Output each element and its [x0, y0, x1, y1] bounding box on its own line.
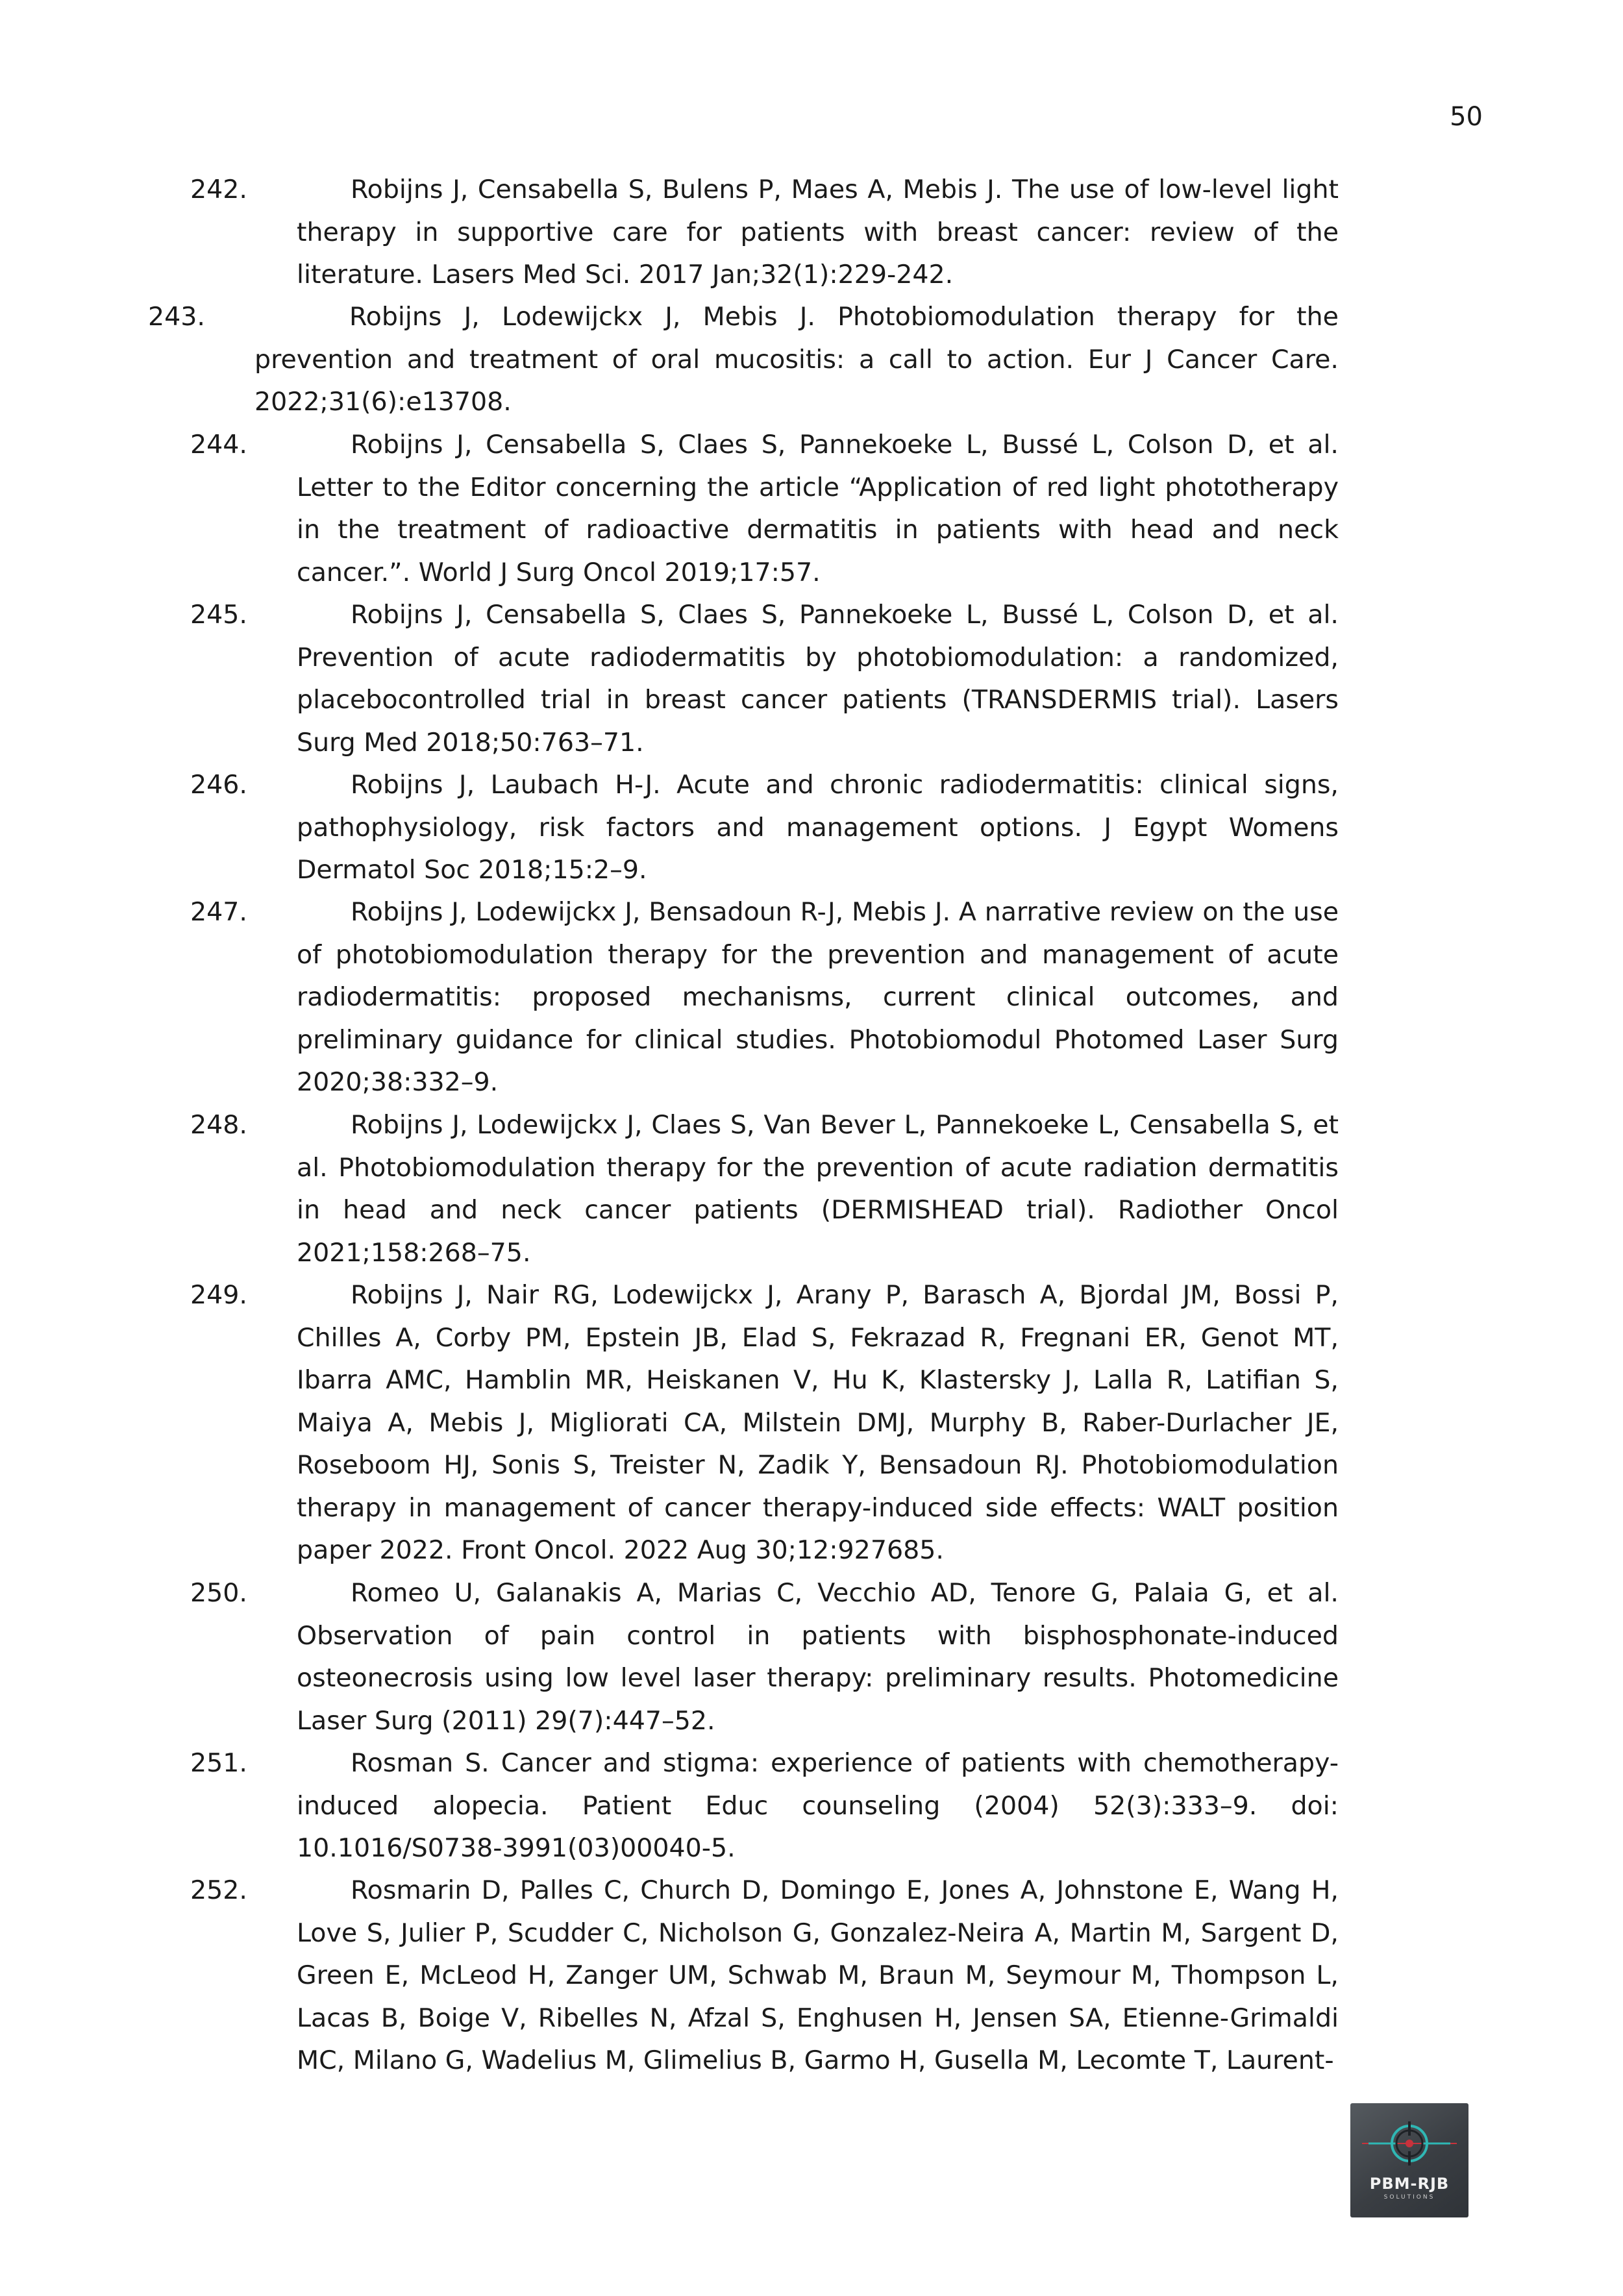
- reference-number: 242.: [190, 175, 247, 204]
- reference-text: Robijns J, Censabella S, Claes S, Pannekoeke L, Bussé L, Colson D, et al. Prevention of acute radiodermatitis by photobiomodulation: a randomized, placebocontrolled trial in breast cancer patients (TRANSDERMIS trial). Lasers Surg Med 2018;50:763–71.: [297, 600, 1339, 758]
- reference-number: 250.: [190, 1578, 247, 1608]
- reference-number: 244.: [190, 430, 247, 460]
- reference-text: Robijns J, Lodewijckx J, Claes S, Van Bever L, Pannekoeke L, Censabella S, et al. Photobiomodulation therapy for the prevention of acute radiation dermatitis in head and neck cancer patients (DERMISHEAD trial). Radiother Oncol 2021;158:268–75.: [297, 1110, 1339, 1268]
- crosshair-icon: [1350, 2103, 1468, 2175]
- reference-text: Robijns J, Lodewijckx J, Mebis J. Photobiomodulation therapy for the prevention and treatment of oral mucositis: a call to action. Eur J Cancer Care. 2022;31(6):e13708.: [254, 302, 1339, 417]
- reference-text: Robijns J, Laubach H-J. Acute and chronic radiodermatitis: clinical signs, pathophysiology, risk factors and management options. J Egypt Womens Dermatol Soc 2018;15:2–9.: [297, 770, 1339, 885]
- reference-item: [190, 1104, 1339, 1274]
- reference-text: Robijns J, Lodewijckx J, Bensadoun R-J, Mebis J. A narrative review on the use of photobiomodulation therapy for the prevention and management of acute radiodermatitis: proposed mechanisms, current clinical outcomes, and preliminary guidance for clinical studies. Photobiomodul Photomed Laser Surg 2020;38:332–9.: [297, 897, 1339, 1097]
- reference-text: Robijns J, Nair RG, Lodewijckx J, Arany P, Barasch A, Bjordal JM, Bossi P, Chilles A, Corby PM, Epstein JB, Elad S, Fekrazad R, Fregnani ER, Genot MT, Ibarra AMC, Hamblin MR, Heiskanen V, Hu K, Klastersky J, Lalla R, Latifian S, Maiya A, Mebis J, Migliorati CA, Milstein DMJ, Murphy B, Raber-Durlacher JE, Roseboom HJ, Sonis S, Treister N, Zadik Y, Bensadoun RJ. Photobiomodulation therapy in management of cancer therapy-induced side effects: WALT position paper 2022. Front Oncol. 2022 Aug 30;12:927685.: [297, 1280, 1339, 1565]
- reference-text: Romeo U, Galanakis A, Marias C, Vecchio AD, Tenore G, Palaia G, et al. Observation of pain control in patients with bisphosphonate-induced osteonecrosis using low level laser therapy: preliminary results. Photomedicine Laser Surg (2011) 29(7):447–52.: [297, 1578, 1339, 1736]
- reference-text: Robijns J, Censabella S, Bulens P, Maes A, Mebis J. The use of low-level light therapy in supportive care for patients with breast cancer: review of the literature. Lasers Med Sci. 2017 Jan;32(1):229-242.: [297, 175, 1339, 290]
- reference-item: [190, 169, 1339, 297]
- reference-item: [190, 424, 1339, 594]
- reference-number: 243.: [148, 302, 205, 332]
- page-number: 50: [1450, 102, 1483, 132]
- reference-item: [148, 296, 1339, 424]
- reference-item: [190, 891, 1339, 1104]
- reference-number: 245.: [190, 600, 247, 630]
- logo-name: PBM-RJB: [1369, 2175, 1450, 2193]
- logo-tagline: SOLUTIONS: [1383, 2194, 1435, 2201]
- reference-text: Rosman S. Cancer and stigma: experience of patients with chemotherapy-induced alopecia. Patient Educ counseling (2004) 52(3):333–9. doi: 10.1016/S0738-3991(03)00040-5.: [297, 1748, 1339, 1863]
- reference-number: 247.: [190, 897, 247, 927]
- reference-number: 251.: [190, 1748, 247, 1778]
- reference-item: [190, 1742, 1339, 1870]
- reference-number: 248.: [190, 1110, 247, 1140]
- reference-text: Robijns J, Censabella S, Claes S, Pannekoeke L, Bussé L, Colson D, et al. Letter to the Editor concerning the article “Application of red light phototherapy in the treatment of radioactive dermatitis in patients with head and neck cancer.”. World J Surg Oncol 2019;17:57.: [297, 430, 1339, 587]
- reference-item: [190, 1572, 1339, 1742]
- reference-item: [190, 1870, 1339, 2082]
- reference-text: Rosmarin D, Palles C, Church D, Domingo E, Jones A, Johnstone E, Wang H, Love S, Julier P, Scudder C, Nicholson G, Gonzalez-Neira A, Martin M, Sargent D, Green E, McLeod H, Zanger UM, Schwab M, Braun M, Seymour M, Thompson L, Lacas B, Boige V, Ribelles N, Afzal S, Enghusen H, Jensen SA, Etienne-Grimaldi MC, Milano G, Wadelius M, Glimelius B, Garmo H, Gusella M, Lecomte T, Laurent-: [297, 1875, 1339, 2075]
- reference-number: 252.: [190, 1875, 247, 1905]
- reference-item: [190, 764, 1339, 892]
- reference-item: [190, 594, 1339, 764]
- company-logo: [1350, 2103, 1468, 2217]
- reference-number: 249.: [190, 1280, 247, 1310]
- reference-item: [190, 1274, 1339, 1572]
- reference-number: 246.: [190, 770, 247, 800]
